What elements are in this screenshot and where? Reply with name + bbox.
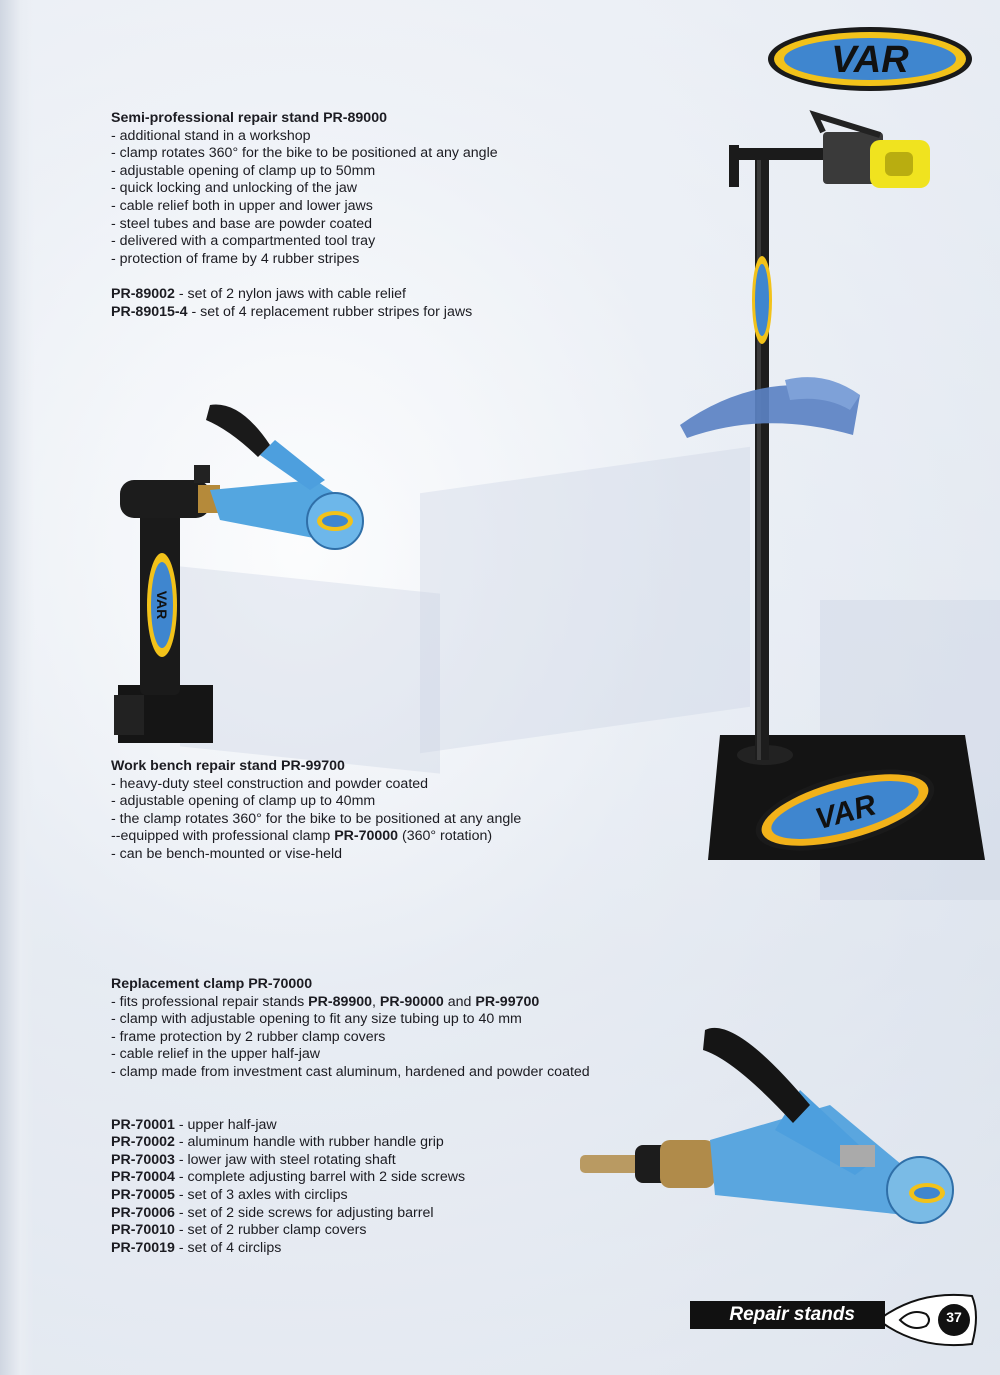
clamp-feature: - clamp with adjustable opening to fit any size tubing up to 40 mm (111, 1011, 522, 1028)
clamp-section (111, 976, 590, 1257)
clamp-feature: - clamp made from investment cast aluminum, hardened and powder coated (111, 1063, 590, 1080)
fits-sep: and (443, 993, 476, 1010)
page-number: 37 (946, 1309, 962, 1325)
page-spine-shadow (0, 0, 34, 1375)
part-code: PR-70003 (111, 1151, 175, 1168)
part-line (111, 1187, 590, 1205)
svg-text:VAR: VAR (154, 590, 170, 620)
stand1-title: Semi-professional repair stand PR-89000 (111, 110, 387, 126)
stand1-feature: - quick locking and unlocking of the jaw (111, 180, 358, 197)
stand2-title: Work bench repair stand PR-99700 (111, 758, 345, 774)
part-line (111, 1240, 590, 1258)
stand1-feature: - steel tubes and base are powder coated (111, 215, 373, 232)
stand1-feature: - delivered with a compartmented tool tray (111, 233, 376, 250)
part-code: PR-70006 (111, 1204, 175, 1221)
part-code: PR-70004 (111, 1169, 175, 1186)
stand1-feature: - protection of frame by 4 rubber stripes (111, 250, 360, 267)
part-line (111, 1117, 590, 1135)
equipped-suffix: (360° rotation) (398, 828, 493, 845)
clamp-feature: - frame protection by 2 rubber clamp covers (111, 1028, 386, 1045)
fits-code: PR-90000 (379, 993, 444, 1010)
stand1-feature: - additional stand in a workshop (111, 127, 311, 144)
part-line (111, 1134, 590, 1152)
stand1-section (111, 110, 498, 321)
stand2-feature-equipped (111, 828, 521, 846)
clamp-feature: - cable relief in the upper half-jaw (111, 1046, 320, 1063)
part-desc: - set of 3 axles with circlips (174, 1186, 348, 1203)
part-desc: - aluminum handle with rubber handle grip (174, 1134, 444, 1151)
part-desc: - upper half-jaw (174, 1116, 277, 1133)
equipped-code: PR-70000 (334, 828, 399, 845)
stand2-feature: - adjustable opening of clamp up to 40mm (111, 793, 376, 810)
part-line (111, 1169, 590, 1187)
part-desc: - complete adjusting barrel with 2 side screws (174, 1169, 466, 1186)
part-desc: - set of 2 rubber clamp covers (174, 1222, 367, 1239)
stand2-feature: - can be bench-mounted or vise-held (111, 845, 343, 862)
stand1-feature: - clamp rotates 360° for the bike to be positioned at any angle (111, 145, 498, 162)
part-line (111, 1205, 590, 1223)
part-desc: - set of 4 circlips (174, 1239, 282, 1256)
stand2-feature: - heavy-duty steel construction and powder coated (111, 775, 429, 792)
var-logo (765, 24, 975, 94)
part-line (111, 1222, 590, 1240)
equipped-prefix: -‑equipped with professional clamp (111, 828, 335, 845)
replacement-clamp-image (575, 1015, 975, 1230)
part-desc: - set of 2 side screws for adjusting barrel (174, 1204, 434, 1221)
stand1-feature: - adjustable opening of clamp up to 50mm (111, 162, 376, 179)
part-code: PR-70005 (111, 1186, 175, 1203)
stand1-feature: - cable relief both in upper and lower jaws (111, 197, 373, 214)
stand2-section (111, 758, 521, 864)
accessory-desc: - set of 2 nylon jaws with cable relief (174, 285, 406, 302)
part-code: PR-70001 (111, 1116, 175, 1133)
fits-sep: , (372, 993, 380, 1010)
clamp-fits-line (111, 994, 590, 1012)
clamp-title: Replacement clamp PR-70000 (111, 976, 313, 992)
fits-code: PR-89900 (308, 993, 373, 1010)
fits-code: PR-99700 (475, 993, 540, 1010)
part-code: PR-70010 (111, 1222, 175, 1239)
floor-repair-stand-image (675, 110, 1000, 870)
part-code: PR-70019 (111, 1239, 175, 1256)
accessory-code: PR-89002 (111, 285, 175, 302)
section-footer-label: Repair stands (690, 1301, 885, 1329)
part-line (111, 1152, 590, 1170)
svg-text:VAR: VAR (811, 788, 880, 837)
accessory-line (111, 304, 498, 322)
bench-repair-stand-image (110, 395, 395, 750)
accessory-line (111, 286, 498, 304)
logo-text: VAR (831, 39, 909, 81)
part-desc: - lower jaw with steel rotating shaft (174, 1151, 396, 1168)
accessory-code: PR-89015-4 (111, 303, 188, 320)
stand2-feature: - the clamp rotates 360° for the bike to be positioned at any angle (111, 810, 522, 827)
part-code: PR-70002 (111, 1134, 175, 1151)
accessory-desc: - set of 4 replacement rubber stripes for jaws (187, 303, 473, 320)
fits-prefix: - fits professional repair stands (111, 993, 309, 1010)
